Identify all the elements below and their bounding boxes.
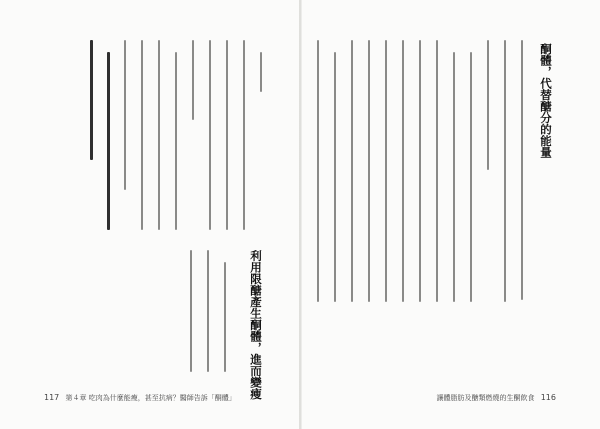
footer-right [436, 393, 560, 403]
text-line-emphasis [90, 40, 93, 160]
text-line [419, 40, 421, 302]
text-line [504, 40, 506, 302]
footer-right-title: 讓體脂肪及醣類燃燒的生酮飲食 [436, 394, 535, 402]
text-line [224, 262, 226, 372]
text-line [158, 40, 160, 230]
text-line [487, 40, 489, 170]
text-line [436, 40, 438, 302]
text-line [124, 40, 126, 190]
footer-left-title: 吃肉為什麼能瘦，甚至抗病？醫師告訴「酮體」 [88, 394, 236, 402]
text-line [192, 40, 194, 120]
text-line [226, 40, 228, 230]
text-line [453, 52, 455, 302]
text-line [141, 40, 143, 230]
footer-left [40, 393, 236, 403]
text-line [209, 40, 211, 230]
text-line [470, 52, 472, 302]
right-page [301, 0, 600, 429]
text-line [402, 40, 404, 302]
section-heading-left: 利用限醣產生酮體，進而變瘦 [249, 250, 263, 400]
section-heading-right: 酮體，代替醣分的能量 [539, 43, 553, 158]
text-line [385, 40, 387, 302]
text-line-emphasis [107, 52, 110, 230]
text-line [175, 52, 177, 230]
text-line [521, 40, 523, 300]
text-line [260, 52, 262, 92]
text-line [351, 40, 353, 302]
footer-left-chapter: 第４章 [65, 394, 87, 402]
text-line [317, 40, 319, 302]
page-number-right: 116 [540, 393, 556, 402]
text-line [207, 250, 209, 372]
text-line [190, 250, 192, 372]
page-number-left: 117 [44, 393, 60, 402]
text-line [334, 52, 336, 302]
text-line [243, 40, 245, 230]
text-line [368, 40, 370, 302]
